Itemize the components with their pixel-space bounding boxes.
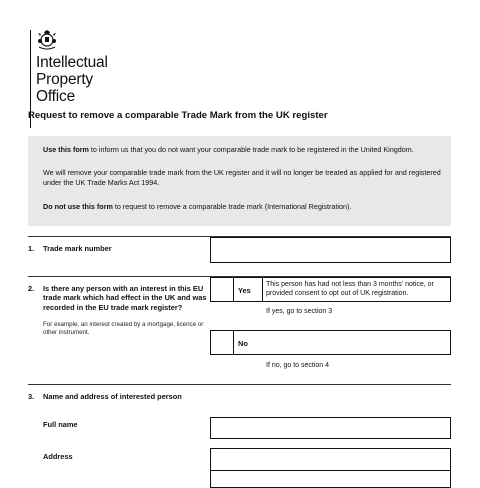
yes-divider [262, 277, 263, 302]
yes-label: Yes [238, 286, 251, 295]
section-2-label: Is there any person with an interest in this EU trade mark which had effect in the UK and was recorded in the EU trade mark register? [43, 284, 207, 312]
yes-description: This person has had not less than 3 months' notice, or provided consent to opt out of UK registration. [266, 281, 434, 298]
no-option-box [233, 330, 451, 355]
section-1-number: 1. [28, 244, 35, 253]
section-2-hint: For example, an interest created by a mortgage, licence or other instrument. [43, 321, 204, 336]
logo-line-1: Intellectual [36, 54, 108, 71]
section-3-divider [28, 384, 451, 385]
address-label: Address [43, 452, 73, 461]
logo-line-3: Office [36, 88, 76, 105]
intro-p1-text: to inform us that you do not want your comparable trade mark to be registered in the United Kingdom. [88, 145, 414, 154]
section-3-label: Name and address of interested person [43, 392, 182, 401]
royal-crest-icon [36, 30, 58, 50]
intro-p3-text: to request to remove a comparable trade mark (International Registration). [112, 202, 352, 211]
address-line-divider [210, 470, 451, 471]
trade-mark-number-input[interactable] [210, 237, 451, 263]
intro-paragraph-3 [43, 202, 448, 212]
yes-checkbox[interactable] [210, 277, 234, 302]
section-1-label: Trade mark number [43, 244, 112, 253]
form-title: Request to remove a comparable Trade Mark from the UK register [28, 110, 328, 121]
intro-paragraph-2: We will remove your comparable trade mark from the UK register and it will no longer be treated as applied for and registered under the UK Trade Marks Act 1994. [43, 168, 441, 187]
full-name-input[interactable] [210, 417, 451, 439]
no-goto-note: If no, go to section 4 [266, 362, 330, 369]
section-2-number: 2. [28, 284, 35, 293]
intro-p1-bold: Use this form [43, 145, 89, 154]
ipo-logo-text [36, 54, 156, 105]
no-label: No [238, 339, 248, 348]
intro-box [28, 136, 451, 226]
address-input[interactable] [210, 448, 451, 488]
no-checkbox[interactable] [210, 330, 234, 355]
intro-paragraph-1 [43, 145, 448, 155]
intro-p3-bold: Do not use this form [43, 202, 113, 211]
section-3-number: 3. [28, 392, 35, 401]
yes-goto-note: If yes, go to section 3 [266, 308, 333, 315]
logo-line-2: Property [36, 71, 93, 88]
full-name-label: Full name [43, 420, 78, 429]
